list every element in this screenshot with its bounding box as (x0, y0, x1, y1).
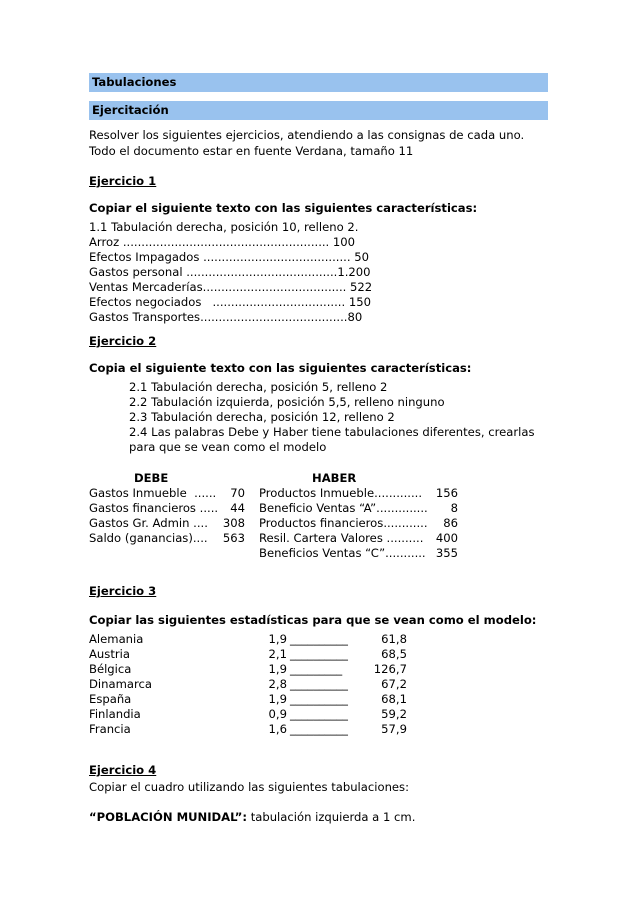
intro-line-1: Resolver los siguientes ejercicios, atendiendo a las consignas de cada uno. (89, 128, 525, 142)
ex3-country: Bélgica (89, 662, 132, 676)
ex3-fill-line: __________ (290, 632, 348, 646)
ex2-heading: Ejercicio 2 (89, 334, 157, 348)
haber-value: 86 (443, 516, 458, 530)
title-bar: Tabulaciones (89, 73, 548, 92)
debe-label: Gastos Gr. Admin .... (89, 516, 208, 530)
ex3-country: Dinamarca (89, 677, 152, 691)
subtitle-bar: Ejercitación (89, 101, 548, 120)
ex2-spec: 2.3 Tabulación derecha, posición 12, relleno 2 (129, 410, 395, 424)
debe-value: 44 (230, 501, 245, 515)
ex2-spec: 2.1 Tabulación derecha, posición 5, relleno 2 (129, 380, 388, 394)
ex3-fill-line: _________ (290, 662, 343, 676)
ex4-rest: tabulación izquierda a 1 cm. (247, 810, 416, 824)
ex3-value-b: 57,9 (381, 722, 407, 736)
ex1-row: Arroz ........................................................ 100 (89, 235, 356, 249)
ex3-value-a: 0,9 (268, 707, 287, 721)
ex2-spec: 2.2 Tabulación izquierda, posición 5,5, relleno ninguno (129, 395, 445, 409)
haber-label: Productos Inmueble............. (259, 486, 423, 500)
ex3-value-b: 61,8 (381, 632, 407, 646)
ex1-row: Gastos personal .........................................1.200 (89, 265, 371, 279)
haber-label: Productos financieros............ (259, 516, 428, 530)
ex2-instruction: Copia el siguiente texto con las siguientes características: (89, 361, 472, 375)
ex1-instruction: Copiar el siguiente texto con las siguientes características: (89, 201, 478, 215)
debe-value: 70 (230, 486, 245, 500)
ex3-country: Finlandia (89, 707, 141, 721)
ex3-fill-line: __________ (290, 707, 348, 721)
ex3-fill-line: __________ (290, 692, 348, 706)
ex1-spec: 1.1 Tabulación derecha, posición 10, relleno 2. (89, 220, 359, 234)
ex3-value-b: 68,5 (381, 647, 407, 661)
ex1-heading: Ejercicio 1 (89, 174, 157, 188)
ex3-value-a: 1,6 (268, 722, 287, 736)
intro-line-2: Todo el documento estar en fuente Verdana, tamaño 11 (89, 144, 414, 158)
ex3-value-a: 2,8 (268, 677, 287, 691)
ex1-row: Gastos Transportes........................................80 (89, 310, 363, 324)
ex3-value-b: 68,1 (381, 692, 407, 706)
debe-label: Gastos financieros ..... (89, 501, 219, 515)
ex2-spec: para que se vean como el modelo (129, 440, 327, 454)
ex1-row: Efectos negociados .................................... 150 (89, 295, 371, 309)
ex3-value-b: 59,2 (381, 707, 407, 721)
ex3-value-a: 1,9 (268, 632, 287, 646)
haber-value: 8 (450, 501, 458, 515)
ex3-fill-line: __________ (290, 677, 348, 691)
haber-label: Resil. Cartera Valores .......... (259, 531, 424, 545)
haber-title: HABER (312, 471, 357, 485)
ex3-fill-line: __________ (290, 647, 348, 661)
ex1-row: Efectos Impagados ........................................ 50 (89, 250, 369, 264)
haber-label: Beneficios Ventas “C”........... (259, 546, 426, 560)
ex3-country: Alemania (89, 632, 144, 646)
ex3-value-a: 2,1 (268, 647, 287, 661)
ex3-country: Austria (89, 647, 130, 661)
ex3-value-b: 67,2 (381, 677, 407, 691)
haber-value: 156 (435, 486, 458, 500)
ex3-value-a: 1,9 (268, 662, 287, 676)
ex3-fill-line: __________ (290, 722, 348, 736)
ex3-country: España (89, 692, 132, 706)
ex3-heading: Ejercicio 3 (89, 584, 157, 598)
ex4-heading: Ejercicio 4 (89, 763, 157, 777)
ex2-spec: 2.4 Las palabras Debe y Haber tiene tabulaciones diferentes, crearlas (129, 425, 535, 439)
haber-label: Beneficio Ventas “A”.............. (259, 501, 428, 515)
haber-value: 400 (435, 531, 458, 545)
ex3-value-a: 1,9 (268, 692, 287, 706)
ex3-country: Francia (89, 722, 131, 736)
debe-label: Gastos Inmueble ...... (89, 486, 217, 500)
debe-label: Saldo (ganancias).... (89, 531, 208, 545)
debe-value: 308 (222, 516, 245, 530)
ex4-label: “POBLACIÓN MUNIDAL”: (89, 810, 248, 824)
haber-value: 355 (435, 546, 458, 560)
ex4-instruction: Copiar el cuadro utilizando las siguientes tabulaciones: (89, 780, 409, 794)
ex3-instruction: Copiar las siguientes estadísticas para que se vean como el modelo: (89, 613, 537, 627)
ex4-line (89, 810, 415, 825)
ex3-value-b: 126,7 (373, 662, 407, 676)
debe-value: 563 (222, 531, 245, 545)
ex1-row: Ventas Mercaderías....................................... 522 (89, 280, 373, 294)
debe-title: DEBE (134, 471, 169, 485)
